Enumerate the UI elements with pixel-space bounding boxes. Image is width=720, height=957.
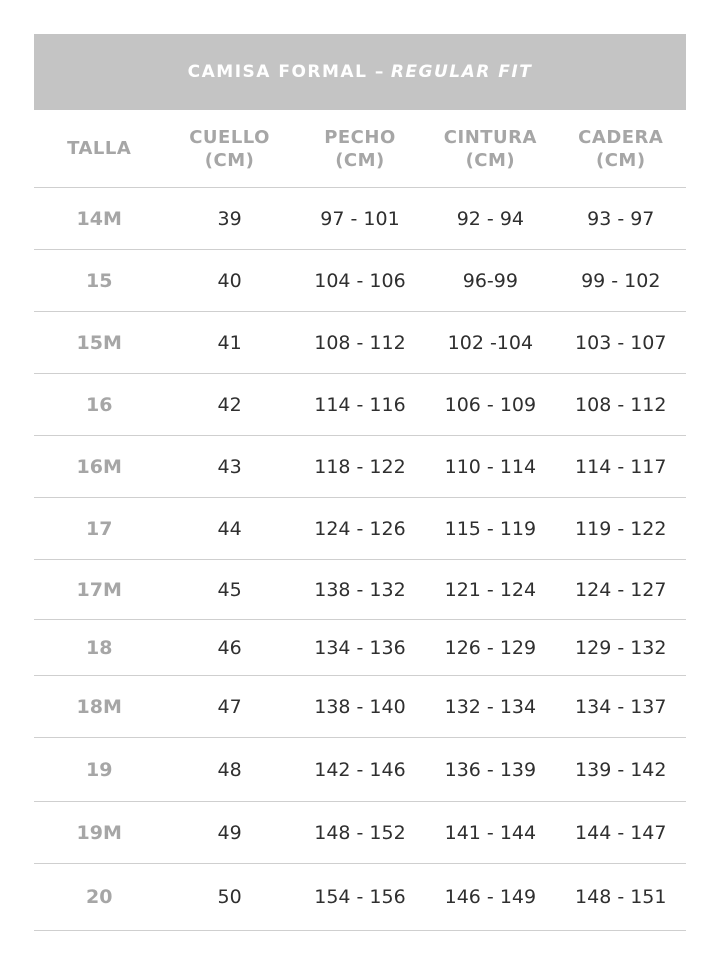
cell-cadera: 148 - 151 bbox=[575, 886, 667, 908]
cell-talla: 16M bbox=[76, 455, 122, 478]
header-talla-label: TALLA bbox=[67, 138, 132, 159]
header-cadera-label: CADERA bbox=[578, 126, 664, 148]
header-pecho-label: PECHO bbox=[324, 126, 396, 148]
table-row bbox=[34, 738, 686, 802]
table-row bbox=[34, 560, 686, 620]
cell-cuello: 43 bbox=[217, 455, 242, 478]
cell-cadera: 134 - 137 bbox=[575, 695, 667, 718]
cell-talla: 17M bbox=[76, 578, 122, 601]
cell-cadera: 103 - 107 bbox=[575, 331, 667, 354]
cell-pecho: 138 - 140 bbox=[314, 695, 406, 718]
cell-cadera: 124 - 127 bbox=[575, 578, 667, 601]
cell-cuello: 41 bbox=[217, 331, 242, 354]
cell-cuello: 46 bbox=[217, 636, 242, 659]
cell-pecho: 124 - 126 bbox=[314, 517, 406, 540]
cell-cintura: 146 - 149 bbox=[444, 886, 537, 908]
header-talla bbox=[34, 110, 164, 187]
header-cintura-label: CINTURA bbox=[443, 126, 537, 148]
cell-talla: 16 bbox=[85, 393, 113, 416]
cell-cuello: 44 bbox=[217, 517, 242, 540]
cell-cadera: 139 - 142 bbox=[575, 758, 667, 781]
cell-pecho: 154 - 156 bbox=[314, 886, 406, 908]
table-row bbox=[34, 676, 686, 738]
table-row bbox=[34, 374, 686, 436]
cell-pecho: 118 - 122 bbox=[314, 455, 406, 478]
cell-cintura: 141 - 144 bbox=[444, 821, 537, 844]
cell-cintura: 136 - 139 bbox=[444, 758, 537, 781]
cell-pecho: 138 - 132 bbox=[314, 578, 406, 601]
cell-talla: 17 bbox=[85, 517, 113, 540]
cell-cintura: 115 - 119 bbox=[444, 517, 537, 540]
table-title-bar bbox=[34, 34, 686, 110]
cell-pecho: 97 - 101 bbox=[320, 207, 400, 230]
header-cuello-unit: (CM) bbox=[204, 149, 255, 171]
header-cintura bbox=[425, 110, 555, 187]
cell-cuello: 45 bbox=[217, 578, 242, 601]
table-row bbox=[34, 620, 686, 676]
cell-pecho: 134 - 136 bbox=[314, 636, 406, 659]
header-cuello bbox=[164, 110, 294, 187]
header-cadera bbox=[556, 110, 686, 187]
cell-talla: 19M bbox=[76, 821, 122, 844]
header-pecho-unit: (CM) bbox=[335, 149, 385, 171]
cell-cintura: 102 -104 bbox=[447, 331, 534, 354]
header-cintura-unit: (CM) bbox=[465, 149, 516, 171]
cell-talla: 19 bbox=[85, 758, 113, 781]
cell-cuello: 42 bbox=[217, 393, 242, 416]
table-row bbox=[34, 436, 686, 498]
cell-talla: 15M bbox=[76, 331, 122, 354]
header-cadera-unit: (CM) bbox=[595, 149, 646, 171]
cell-cadera: 93 - 97 bbox=[587, 207, 655, 230]
cell-pecho: 148 - 152 bbox=[314, 821, 406, 844]
header-cuello-label: CUELLO bbox=[189, 126, 270, 148]
cell-cuello: 40 bbox=[217, 269, 242, 292]
cell-cadera: 99 - 102 bbox=[581, 269, 661, 292]
cell-cintura: 106 - 109 bbox=[444, 393, 537, 416]
cell-cadera: 129 - 132 bbox=[575, 636, 667, 659]
cell-talla: 15 bbox=[85, 269, 113, 292]
cell-cadera: 114 - 117 bbox=[575, 455, 667, 478]
cell-cadera: 144 - 147 bbox=[575, 821, 667, 844]
table-title: CAMISA FORMAL – bbox=[187, 62, 385, 82]
cell-cadera: 108 - 112 bbox=[575, 393, 667, 416]
cell-cadera: 119 - 122 bbox=[575, 517, 667, 540]
table-row bbox=[34, 250, 686, 312]
table-row bbox=[34, 802, 686, 864]
cell-cintura: 92 - 94 bbox=[456, 207, 525, 230]
cell-cuello: 50 bbox=[217, 886, 242, 908]
cell-cintura: 96-99 bbox=[462, 269, 518, 292]
cell-cintura: 110 - 114 bbox=[444, 455, 537, 478]
cell-cuello: 48 bbox=[217, 758, 242, 781]
table-row bbox=[34, 312, 686, 374]
header-pecho bbox=[295, 110, 425, 187]
table-row bbox=[34, 498, 686, 560]
cell-talla: 18 bbox=[85, 636, 113, 659]
size-chart-table bbox=[34, 34, 686, 931]
cell-cintura: 121 - 124 bbox=[444, 578, 537, 601]
cell-pecho: 108 - 112 bbox=[314, 331, 406, 354]
cell-cuello: 39 bbox=[217, 207, 242, 230]
table-header-row bbox=[34, 110, 686, 188]
cell-talla: 18M bbox=[76, 695, 122, 718]
cell-talla: 20 bbox=[85, 886, 113, 908]
cell-cintura: 126 - 129 bbox=[444, 636, 537, 659]
cell-pecho: 114 - 116 bbox=[314, 393, 406, 416]
cell-cintura: 132 - 134 bbox=[444, 695, 537, 718]
cell-pecho: 104 - 106 bbox=[314, 269, 406, 292]
table-row bbox=[34, 188, 686, 250]
table-title-fit: REGULAR FIT bbox=[390, 62, 533, 82]
cell-cuello: 49 bbox=[217, 821, 242, 844]
cell-pecho: 142 - 146 bbox=[314, 758, 406, 781]
cell-cuello: 47 bbox=[217, 695, 242, 718]
table-row bbox=[34, 864, 686, 931]
cell-talla: 14M bbox=[76, 207, 122, 230]
